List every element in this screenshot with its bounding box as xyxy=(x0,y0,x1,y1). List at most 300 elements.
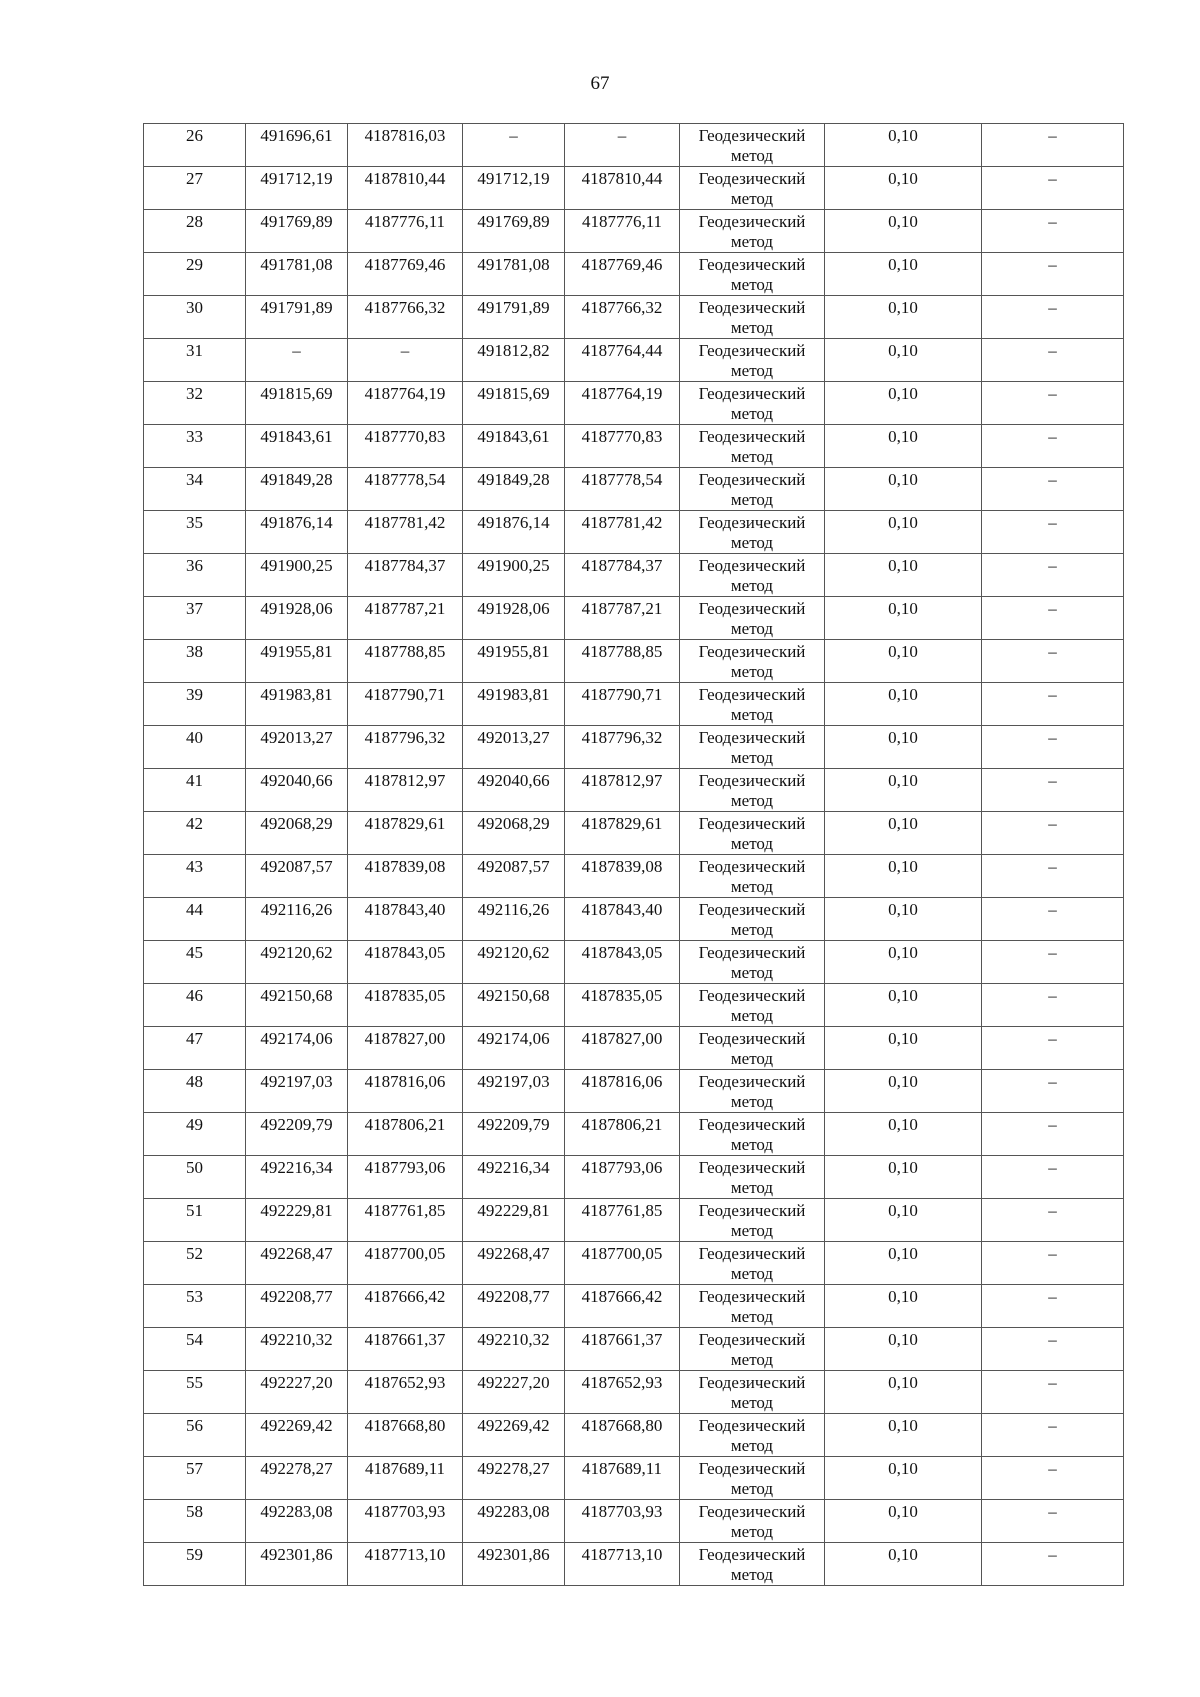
table-row xyxy=(144,1543,1124,1586)
cell-refined-y: 4187703,93 xyxy=(565,1500,680,1543)
cell-existing-x: 491815,69 xyxy=(246,382,348,425)
cell-refined-x: 492209,79 xyxy=(463,1113,565,1156)
cell-existing-x: 492040,66 xyxy=(246,769,348,812)
cell-accuracy: 0,10 xyxy=(825,1070,982,1113)
cell-refined-x: 491843,61 xyxy=(463,425,565,468)
cell-accuracy: 0,10 xyxy=(825,984,982,1027)
table-row xyxy=(144,898,1124,941)
cell-existing-x: 492227,20 xyxy=(246,1371,348,1414)
cell-point-number: 44 xyxy=(144,898,246,941)
cell-accuracy: 0,10 xyxy=(825,1457,982,1500)
cell-note: – xyxy=(982,898,1124,941)
cell-existing-x: 491876,14 xyxy=(246,511,348,554)
cell-existing-x: 492216,34 xyxy=(246,1156,348,1199)
cell-point-number: 36 xyxy=(144,554,246,597)
cell-note: – xyxy=(982,296,1124,339)
cell-existing-x: 492268,47 xyxy=(246,1242,348,1285)
cell-existing-x: 492208,77 xyxy=(246,1285,348,1328)
cell-method: Геодезический метод xyxy=(680,984,825,1027)
cell-accuracy: 0,10 xyxy=(825,253,982,296)
cell-point-number: 58 xyxy=(144,1500,246,1543)
table-row xyxy=(144,683,1124,726)
cell-refined-y: 4187770,83 xyxy=(565,425,680,468)
cell-note: – xyxy=(982,253,1124,296)
table-row xyxy=(144,1371,1124,1414)
cell-note: – xyxy=(982,425,1124,468)
cell-accuracy: 0,10 xyxy=(825,1328,982,1371)
cell-method: Геодезический метод xyxy=(680,597,825,640)
cell-refined-y: 4187796,32 xyxy=(565,726,680,769)
cell-refined-x: 492208,77 xyxy=(463,1285,565,1328)
cell-note: – xyxy=(982,941,1124,984)
cell-note: – xyxy=(982,597,1124,640)
cell-existing-y: 4187769,46 xyxy=(348,253,463,296)
cell-note: – xyxy=(982,1543,1124,1586)
cell-refined-x: 491983,81 xyxy=(463,683,565,726)
table-row xyxy=(144,1156,1124,1199)
cell-existing-y: 4187788,85 xyxy=(348,640,463,683)
cell-refined-y: 4187843,05 xyxy=(565,941,680,984)
cell-point-number: 53 xyxy=(144,1285,246,1328)
cell-refined-y: 4187776,11 xyxy=(565,210,680,253)
cell-point-number: 57 xyxy=(144,1457,246,1500)
cell-accuracy: 0,10 xyxy=(825,1199,982,1242)
table-row xyxy=(144,1027,1124,1070)
cell-note: – xyxy=(982,167,1124,210)
table-row xyxy=(144,1199,1124,1242)
cell-existing-y: 4187761,85 xyxy=(348,1199,463,1242)
cell-note: – xyxy=(982,812,1124,855)
cell-accuracy: 0,10 xyxy=(825,1285,982,1328)
cell-method: Геодезический метод xyxy=(680,511,825,554)
cell-existing-x: 492210,32 xyxy=(246,1328,348,1371)
cell-existing-y: 4187703,93 xyxy=(348,1500,463,1543)
cell-point-number: 41 xyxy=(144,769,246,812)
cell-existing-x: – xyxy=(246,339,348,382)
cell-point-number: 47 xyxy=(144,1027,246,1070)
cell-refined-y: 4187713,10 xyxy=(565,1543,680,1586)
cell-existing-y: 4187784,37 xyxy=(348,554,463,597)
cell-accuracy: 0,10 xyxy=(825,941,982,984)
cell-refined-y: 4187788,85 xyxy=(565,640,680,683)
cell-method: Геодезический метод xyxy=(680,296,825,339)
cell-existing-y: 4187652,93 xyxy=(348,1371,463,1414)
cell-accuracy: 0,10 xyxy=(825,425,982,468)
cell-note: – xyxy=(982,1113,1124,1156)
cell-refined-y: 4187689,11 xyxy=(565,1457,680,1500)
cell-note: – xyxy=(982,1199,1124,1242)
cell-refined-x: – xyxy=(463,124,565,167)
cell-accuracy: 0,10 xyxy=(825,1156,982,1199)
cell-existing-x: 491791,89 xyxy=(246,296,348,339)
cell-refined-x: 491791,89 xyxy=(463,296,565,339)
cell-refined-y: 4187666,42 xyxy=(565,1285,680,1328)
cell-note: – xyxy=(982,339,1124,382)
cell-method: Геодезический метод xyxy=(680,210,825,253)
cell-refined-y: 4187793,06 xyxy=(565,1156,680,1199)
cell-refined-x: 491781,08 xyxy=(463,253,565,296)
cell-point-number: 55 xyxy=(144,1371,246,1414)
cell-refined-y: 4187835,05 xyxy=(565,984,680,1027)
table-row xyxy=(144,597,1124,640)
cell-existing-y: 4187843,05 xyxy=(348,941,463,984)
cell-existing-x: 491781,08 xyxy=(246,253,348,296)
table-row xyxy=(144,1113,1124,1156)
cell-refined-x: 491812,82 xyxy=(463,339,565,382)
cell-refined-y: 4187829,61 xyxy=(565,812,680,855)
cell-refined-x: 491876,14 xyxy=(463,511,565,554)
cell-method: Геодезический метод xyxy=(680,468,825,511)
cell-accuracy: 0,10 xyxy=(825,210,982,253)
cell-point-number: 30 xyxy=(144,296,246,339)
cell-refined-x: 492150,68 xyxy=(463,984,565,1027)
cell-existing-x: 491900,25 xyxy=(246,554,348,597)
cell-refined-y: 4187812,97 xyxy=(565,769,680,812)
cell-refined-x: 492120,62 xyxy=(463,941,565,984)
cell-refined-x: 492269,42 xyxy=(463,1414,565,1457)
cell-accuracy: 0,10 xyxy=(825,1027,982,1070)
cell-accuracy: 0,10 xyxy=(825,1500,982,1543)
cell-point-number: 50 xyxy=(144,1156,246,1199)
cell-existing-y: 4187766,32 xyxy=(348,296,463,339)
cell-point-number: 31 xyxy=(144,339,246,382)
cell-note: – xyxy=(982,1328,1124,1371)
cell-note: – xyxy=(982,1242,1124,1285)
cell-existing-x: 492087,57 xyxy=(246,855,348,898)
cell-existing-x: 491955,81 xyxy=(246,640,348,683)
table-row xyxy=(144,468,1124,511)
cell-refined-y: 4187766,32 xyxy=(565,296,680,339)
cell-point-number: 40 xyxy=(144,726,246,769)
table-row xyxy=(144,640,1124,683)
cell-accuracy: 0,10 xyxy=(825,511,982,554)
cell-refined-y: 4187784,37 xyxy=(565,554,680,597)
cell-refined-y: 4187761,85 xyxy=(565,1199,680,1242)
table-row xyxy=(144,554,1124,597)
cell-method: Геодезический метод xyxy=(680,1328,825,1371)
cell-accuracy: 0,10 xyxy=(825,855,982,898)
cell-refined-y: 4187810,44 xyxy=(565,167,680,210)
cell-note: – xyxy=(982,1027,1124,1070)
cell-refined-y: 4187843,40 xyxy=(565,898,680,941)
cell-method: Геодезический метод xyxy=(680,253,825,296)
table-row xyxy=(144,855,1124,898)
cell-accuracy: 0,10 xyxy=(825,683,982,726)
cell-point-number: 38 xyxy=(144,640,246,683)
cell-existing-y: 4187668,80 xyxy=(348,1414,463,1457)
cell-refined-y: 4187827,00 xyxy=(565,1027,680,1070)
table-row xyxy=(144,296,1124,339)
cell-accuracy: 0,10 xyxy=(825,1543,982,1586)
cell-refined-x: 491815,69 xyxy=(463,382,565,425)
cell-refined-x: 491769,89 xyxy=(463,210,565,253)
cell-method: Геодезический метод xyxy=(680,124,825,167)
cell-existing-x: 491983,81 xyxy=(246,683,348,726)
cell-refined-y: 4187839,08 xyxy=(565,855,680,898)
cell-accuracy: 0,10 xyxy=(825,1371,982,1414)
cell-existing-y: 4187827,00 xyxy=(348,1027,463,1070)
cell-existing-x: 492013,27 xyxy=(246,726,348,769)
cell-method: Геодезический метод xyxy=(680,726,825,769)
cell-existing-x: 492174,06 xyxy=(246,1027,348,1070)
cell-method: Геодезический метод xyxy=(680,425,825,468)
cell-refined-x: 492040,66 xyxy=(463,769,565,812)
cell-refined-y: 4187806,21 xyxy=(565,1113,680,1156)
cell-note: – xyxy=(982,1371,1124,1414)
cell-existing-y: 4187778,54 xyxy=(348,468,463,511)
cell-note: – xyxy=(982,1414,1124,1457)
cell-accuracy: 0,10 xyxy=(825,1113,982,1156)
table-row xyxy=(144,124,1124,167)
cell-point-number: 28 xyxy=(144,210,246,253)
cell-refined-y: 4187700,05 xyxy=(565,1242,680,1285)
cell-refined-y: 4187816,06 xyxy=(565,1070,680,1113)
cell-note: – xyxy=(982,210,1124,253)
cell-method: Геодезический метод xyxy=(680,1543,825,1586)
cell-accuracy: 0,10 xyxy=(825,339,982,382)
cell-existing-y: 4187843,40 xyxy=(348,898,463,941)
table-row xyxy=(144,1414,1124,1457)
cell-point-number: 35 xyxy=(144,511,246,554)
cell-refined-y: 4187781,42 xyxy=(565,511,680,554)
cell-point-number: 46 xyxy=(144,984,246,1027)
cell-existing-x: 492209,79 xyxy=(246,1113,348,1156)
cell-refined-y: 4187787,21 xyxy=(565,597,680,640)
cell-existing-x: 491928,06 xyxy=(246,597,348,640)
cell-accuracy: 0,10 xyxy=(825,1242,982,1285)
cell-note: – xyxy=(982,1070,1124,1113)
cell-accuracy: 0,10 xyxy=(825,597,982,640)
cell-note: – xyxy=(982,124,1124,167)
cell-refined-y: 4187764,44 xyxy=(565,339,680,382)
cell-existing-x: 492269,42 xyxy=(246,1414,348,1457)
cell-point-number: 29 xyxy=(144,253,246,296)
cell-existing-y: 4187810,44 xyxy=(348,167,463,210)
cell-existing-y: 4187787,21 xyxy=(348,597,463,640)
cell-point-number: 51 xyxy=(144,1199,246,1242)
cell-method: Геодезический метод xyxy=(680,1371,825,1414)
table-row xyxy=(144,210,1124,253)
cell-refined-x: 492197,03 xyxy=(463,1070,565,1113)
cell-method: Геодезический метод xyxy=(680,855,825,898)
cell-accuracy: 0,10 xyxy=(825,468,982,511)
cell-refined-x: 492087,57 xyxy=(463,855,565,898)
cell-method: Геодезический метод xyxy=(680,1156,825,1199)
cell-existing-x: 492197,03 xyxy=(246,1070,348,1113)
cell-method: Геодезический метод xyxy=(680,1500,825,1543)
cell-existing-y: 4187764,19 xyxy=(348,382,463,425)
cell-method: Геодезический метод xyxy=(680,382,825,425)
cell-existing-y: 4187781,42 xyxy=(348,511,463,554)
cell-method: Геодезический метод xyxy=(680,167,825,210)
table-row xyxy=(144,1500,1124,1543)
cell-method: Геодезический метод xyxy=(680,1070,825,1113)
cell-refined-x: 492068,29 xyxy=(463,812,565,855)
cell-method: Геодезический метод xyxy=(680,339,825,382)
cell-note: – xyxy=(982,769,1124,812)
cell-refined-y: 4187652,93 xyxy=(565,1371,680,1414)
cell-point-number: 49 xyxy=(144,1113,246,1156)
cell-refined-x: 491849,28 xyxy=(463,468,565,511)
cell-point-number: 52 xyxy=(144,1242,246,1285)
cell-existing-y: 4187713,10 xyxy=(348,1543,463,1586)
cell-existing-y: 4187806,21 xyxy=(348,1113,463,1156)
cell-existing-y: 4187793,06 xyxy=(348,1156,463,1199)
cell-method: Геодезический метод xyxy=(680,769,825,812)
cell-refined-y: 4187769,46 xyxy=(565,253,680,296)
table-row xyxy=(144,769,1124,812)
cell-existing-x: 492283,08 xyxy=(246,1500,348,1543)
table-row xyxy=(144,984,1124,1027)
cell-refined-x: 492229,81 xyxy=(463,1199,565,1242)
cell-existing-x: 491769,89 xyxy=(246,210,348,253)
cell-accuracy: 0,10 xyxy=(825,640,982,683)
cell-existing-x: 491843,61 xyxy=(246,425,348,468)
table-row xyxy=(144,1285,1124,1328)
cell-accuracy: 0,10 xyxy=(825,554,982,597)
cell-existing-y: 4187700,05 xyxy=(348,1242,463,1285)
table-row xyxy=(144,1242,1124,1285)
cell-refined-y: 4187764,19 xyxy=(565,382,680,425)
cell-existing-y: 4187812,97 xyxy=(348,769,463,812)
cell-note: – xyxy=(982,984,1124,1027)
cell-accuracy: 0,10 xyxy=(825,898,982,941)
cell-accuracy: 0,10 xyxy=(825,726,982,769)
cell-refined-x: 492268,47 xyxy=(463,1242,565,1285)
cell-method: Геодезический метод xyxy=(680,898,825,941)
cell-note: – xyxy=(982,468,1124,511)
cell-existing-y: 4187666,42 xyxy=(348,1285,463,1328)
cell-point-number: 42 xyxy=(144,812,246,855)
cell-method: Геодезический метод xyxy=(680,640,825,683)
cell-refined-x: 492216,34 xyxy=(463,1156,565,1199)
cell-note: – xyxy=(982,1156,1124,1199)
cell-existing-y: 4187776,11 xyxy=(348,210,463,253)
cell-method: Геодезический метод xyxy=(680,1457,825,1500)
cell-refined-x: 492283,08 xyxy=(463,1500,565,1543)
table-row xyxy=(144,1457,1124,1500)
cell-existing-y: 4187839,08 xyxy=(348,855,463,898)
cell-method: Геодезический метод xyxy=(680,1199,825,1242)
cell-refined-x: 492013,27 xyxy=(463,726,565,769)
cell-existing-x: 492229,81 xyxy=(246,1199,348,1242)
cell-existing-y: 4187816,03 xyxy=(348,124,463,167)
cell-accuracy: 0,10 xyxy=(825,769,982,812)
cell-existing-y: 4187816,06 xyxy=(348,1070,463,1113)
cell-existing-x: 492301,86 xyxy=(246,1543,348,1586)
cell-method: Геодезический метод xyxy=(680,812,825,855)
cell-existing-x: 491696,61 xyxy=(246,124,348,167)
cell-existing-y: 4187829,61 xyxy=(348,812,463,855)
cell-refined-x: 492210,32 xyxy=(463,1328,565,1371)
cell-method: Геодезический метод xyxy=(680,1242,825,1285)
page-number: 67 xyxy=(590,73,610,94)
cell-existing-y: 4187770,83 xyxy=(348,425,463,468)
cell-refined-x: 491955,81 xyxy=(463,640,565,683)
cell-existing-x: 491712,19 xyxy=(246,167,348,210)
cell-point-number: 32 xyxy=(144,382,246,425)
table-row xyxy=(144,425,1124,468)
cell-refined-x: 492278,27 xyxy=(463,1457,565,1500)
cell-refined-x: 491712,19 xyxy=(463,167,565,210)
cell-refined-y: 4187661,37 xyxy=(565,1328,680,1371)
cell-note: – xyxy=(982,726,1124,769)
cell-accuracy: 0,10 xyxy=(825,1414,982,1457)
cell-method: Геодезический метод xyxy=(680,941,825,984)
cell-existing-x: 492116,26 xyxy=(246,898,348,941)
cell-refined-y: – xyxy=(565,124,680,167)
cell-accuracy: 0,10 xyxy=(825,167,982,210)
table-row xyxy=(144,812,1124,855)
coordinates-table-body xyxy=(144,124,1124,1586)
cell-method: Геодезический метод xyxy=(680,1285,825,1328)
table-row xyxy=(144,167,1124,210)
cell-refined-y: 4187668,80 xyxy=(565,1414,680,1457)
cell-point-number: 37 xyxy=(144,597,246,640)
cell-note: – xyxy=(982,554,1124,597)
cell-note: – xyxy=(982,683,1124,726)
cell-note: – xyxy=(982,855,1124,898)
cell-existing-y: 4187661,37 xyxy=(348,1328,463,1371)
cell-point-number: 48 xyxy=(144,1070,246,1113)
table-row xyxy=(144,1328,1124,1371)
cell-method: Геодезический метод xyxy=(680,1113,825,1156)
table-row xyxy=(144,382,1124,425)
table-row xyxy=(144,511,1124,554)
cell-existing-x: 492278,27 xyxy=(246,1457,348,1500)
cell-point-number: 39 xyxy=(144,683,246,726)
cell-refined-x: 492116,26 xyxy=(463,898,565,941)
cell-refined-x: 491928,06 xyxy=(463,597,565,640)
cell-refined-x: 492227,20 xyxy=(463,1371,565,1414)
cell-method: Геодезический метод xyxy=(680,554,825,597)
cell-existing-y: 4187790,71 xyxy=(348,683,463,726)
cell-method: Геодезический метод xyxy=(680,1414,825,1457)
cell-note: – xyxy=(982,1285,1124,1328)
table-row xyxy=(144,339,1124,382)
cell-point-number: 33 xyxy=(144,425,246,468)
cell-existing-y: 4187689,11 xyxy=(348,1457,463,1500)
cell-note: – xyxy=(982,382,1124,425)
cell-point-number: 54 xyxy=(144,1328,246,1371)
cell-point-number: 59 xyxy=(144,1543,246,1586)
cell-point-number: 45 xyxy=(144,941,246,984)
cell-refined-x: 492301,86 xyxy=(463,1543,565,1586)
cell-refined-x: 491900,25 xyxy=(463,554,565,597)
cell-existing-x: 492068,29 xyxy=(246,812,348,855)
cell-existing-y: – xyxy=(348,339,463,382)
table-row xyxy=(144,253,1124,296)
coordinates-table xyxy=(143,123,1124,1586)
cell-point-number: 34 xyxy=(144,468,246,511)
cell-accuracy: 0,10 xyxy=(825,296,982,339)
cell-point-number: 27 xyxy=(144,167,246,210)
cell-method: Геодезический метод xyxy=(680,683,825,726)
cell-existing-y: 4187796,32 xyxy=(348,726,463,769)
cell-existing-x: 492120,62 xyxy=(246,941,348,984)
cell-note: – xyxy=(982,511,1124,554)
cell-point-number: 26 xyxy=(144,124,246,167)
cell-accuracy: 0,10 xyxy=(825,812,982,855)
cell-existing-x: 492150,68 xyxy=(246,984,348,1027)
cell-note: – xyxy=(982,640,1124,683)
cell-existing-x: 491849,28 xyxy=(246,468,348,511)
cell-point-number: 56 xyxy=(144,1414,246,1457)
table-row xyxy=(144,1070,1124,1113)
cell-refined-y: 4187778,54 xyxy=(565,468,680,511)
cell-point-number: 43 xyxy=(144,855,246,898)
cell-accuracy: 0,10 xyxy=(825,124,982,167)
